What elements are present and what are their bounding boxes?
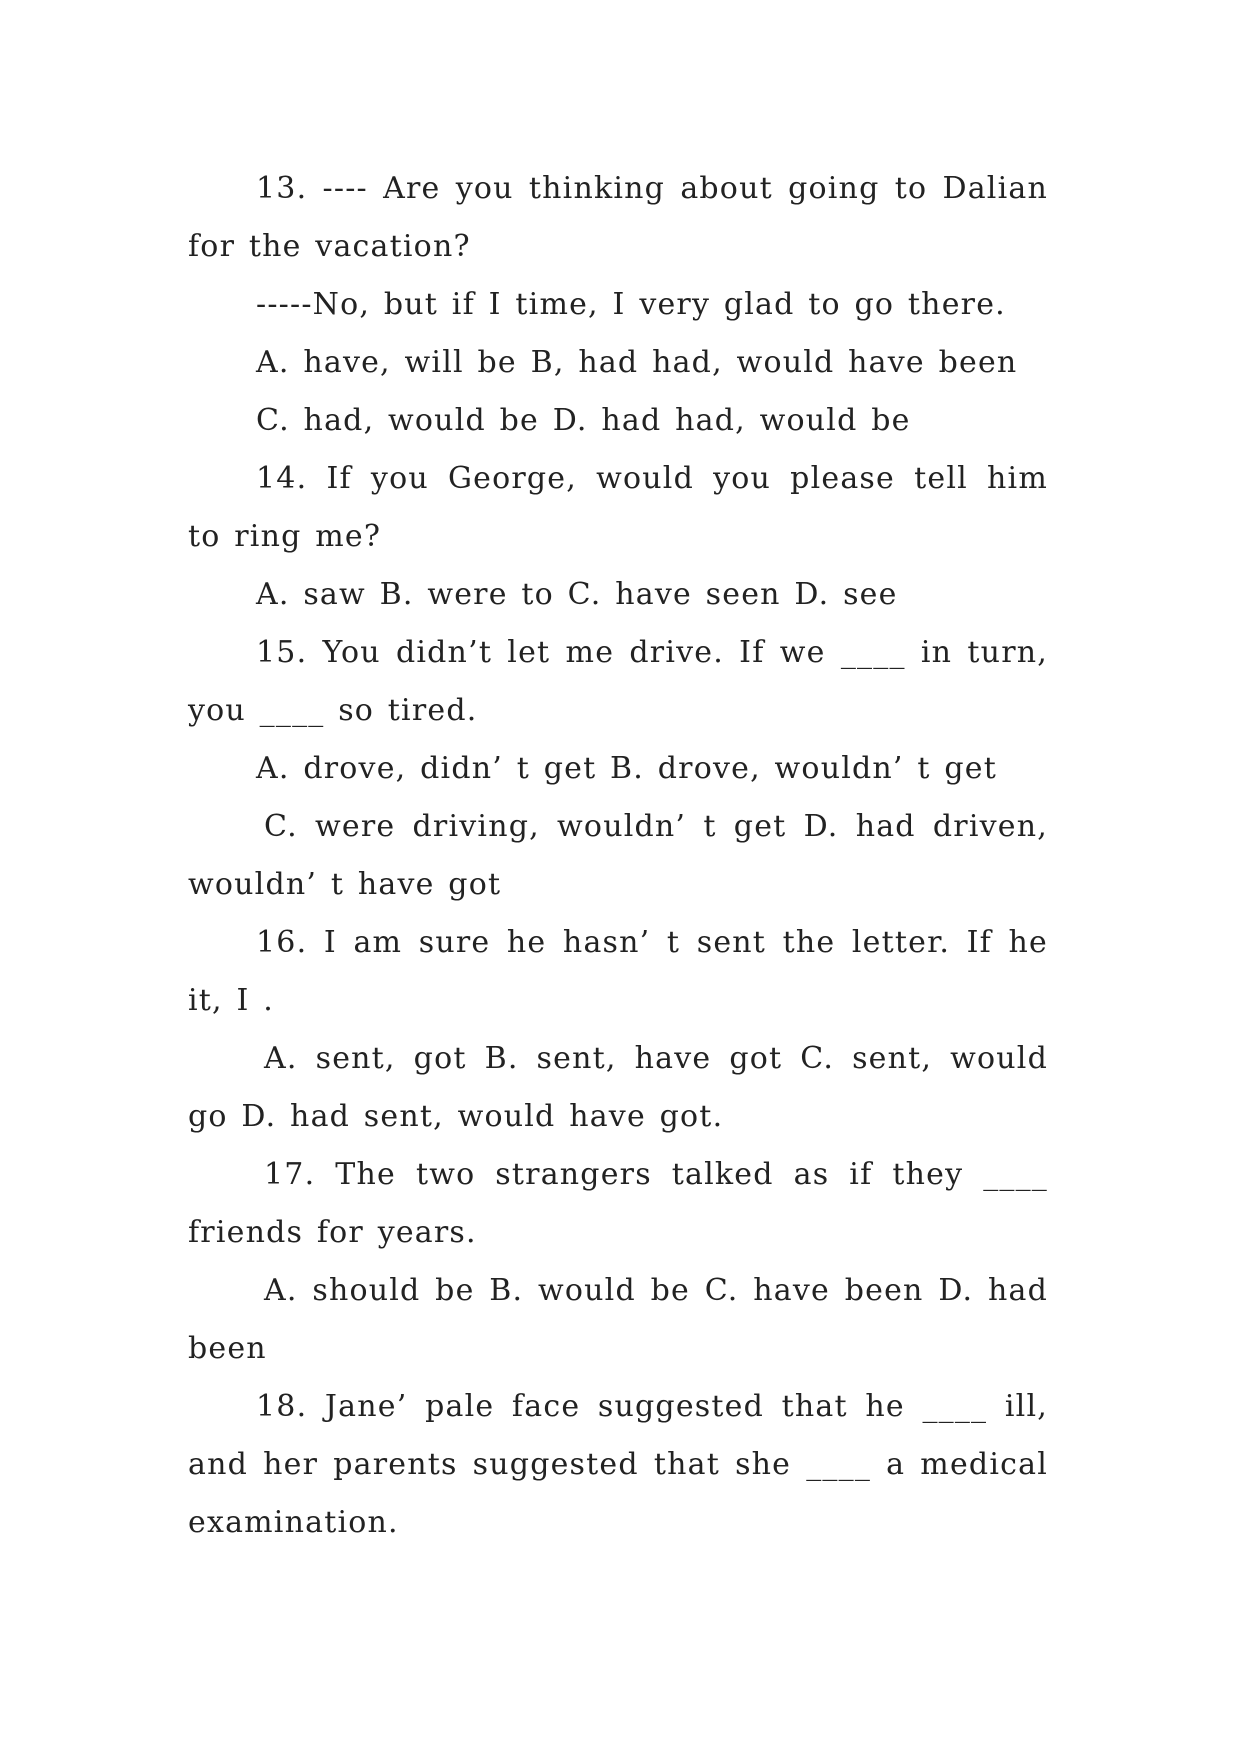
- question-13-stem: 13. ---- Are you thinking about going to Dalian for the vacation?: [188, 171, 1048, 264]
- question-15-options-ab: A. drove, didn’ t get B. drove, wouldn’ t get: [256, 751, 998, 786]
- question-13-reply: -----No, but if I time, I very glad to go there.: [256, 287, 1006, 322]
- question-18-stem: 18. Jane’ pale face suggested that he ____ ill, and her parents suggested that she ____ a medical examination.: [188, 1389, 1048, 1540]
- question-15-options-cd: C. were driving, wouldn’ t get D. had driven, wouldn’ t have got: [188, 809, 1048, 902]
- document-page: [188, 160, 1048, 1552]
- question-14-options: A. saw B. were to C. have seen D. see: [256, 577, 898, 612]
- question-13-options-ab: A. have, will be B, had had, would have been: [256, 345, 1018, 380]
- question-16-options: A. sent, got B. sent, have got C. sent, would go D. had sent, would have got.: [188, 1041, 1048, 1134]
- question-14-stem: 14. If you George, would you please tell him to ring me?: [188, 461, 1048, 554]
- question-16-stem: 16. I am sure he hasn’ t sent the letter. If he it, I .: [188, 925, 1048, 1018]
- question-13-options-cd: C. had, would be D. had had, would be: [256, 403, 911, 438]
- question-17-stem: 17. The two strangers talked as if they ____ friends for years.: [188, 1157, 1048, 1250]
- question-17-options: A. should be B. would be C. have been D. had been: [188, 1273, 1048, 1366]
- question-15-stem: 15. You didn’t let me drive. If we ____ in turn, you ____ so tired.: [188, 635, 1048, 728]
